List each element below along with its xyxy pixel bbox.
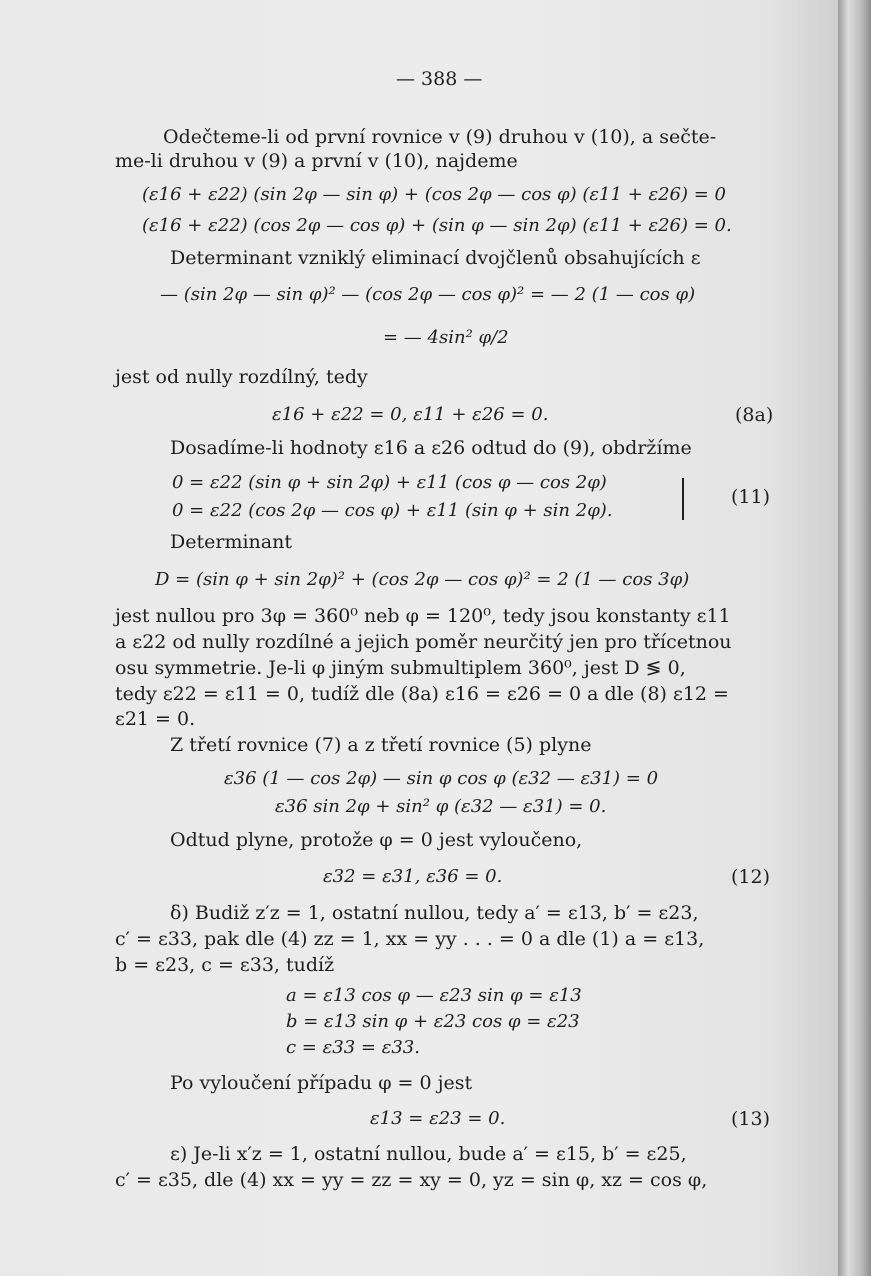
equation-5: ε16 + ε22 = 0, ε11 + ε26 = 0. (272, 404, 549, 425)
text-line-10: tedy ε22 = ε11 = 0, tudíž dle (8a) ε16 = ε26 = 0 a dle (8) ε12 = (115, 683, 729, 705)
text-line-6: Determinant (170, 531, 292, 553)
text-line-15: c′ = ε33, pak dle (4) zz = 1, xx = yy . . . = 0 a dle (1) a = ε13, (115, 928, 705, 950)
equation-9: ε36 (1 — cos 2φ) — sin φ cos φ (ε32 — ε31) = 0 (224, 768, 659, 789)
page-edge (838, 0, 871, 1276)
text-line-4: jest od nully rozdílný, tedy (115, 366, 368, 388)
equation-15: ε13 = ε23 = 0. (370, 1108, 506, 1129)
equation-12: a = ε13 cos φ — ε23 sin φ = ε13 (286, 985, 582, 1006)
equation-number-13: (13) (731, 1108, 771, 1130)
equation-6: 0 = ε22 (sin φ + sin 2φ) + ε11 (cos φ — cos 2φ) (172, 472, 607, 493)
text-line-9: osu symmetrie. Je-li φ jiným submultiplem 360⁰, jest D ≶ 0, (115, 657, 686, 679)
text-line-13: Odtud plyne, protože φ = 0 jest vyloučeno, (170, 829, 583, 851)
text-line-14: δ) Budiž z′z = 1, ostatní nullou, tedy a′ = ε13, b′ = ε23, (170, 902, 699, 924)
text-line-5: Dosadíme-li hodnoty ε16 a ε26 odtud do (9), obdržíme (170, 437, 692, 459)
text-line-16: b = ε23, c = ε33, tudíž (115, 954, 335, 976)
equation-number-8a: (8a) (735, 404, 774, 426)
equation-10: ε36 sin 2φ + sin² φ (ε32 — ε31) = 0. (275, 796, 607, 817)
text-line-12: Z třetí rovnice (7) a z třetí rovnice (5) plyne (170, 734, 592, 756)
equation-13: b = ε13 sin φ + ε23 cos φ = ε23 (286, 1011, 580, 1032)
equation-number-11: (11) (731, 486, 771, 508)
text-line-19: c′ = ε35, dle (4) xx = yy = zz = xy = 0, yz = sin φ, xz = cos φ, (115, 1169, 708, 1191)
equation-4: = — 4sin² φ/2 (383, 327, 509, 348)
equation-1: (ε16 + ε22) (sin 2φ — sin φ) + (cos 2φ — cos φ) (ε11 + ε26) = 0 (142, 184, 727, 205)
text-line-3: Determinant vzniklý eliminací dvojčlenů obsahujících ε (170, 247, 701, 269)
page-number: — 388 — (396, 68, 483, 90)
text-line-2: me-li druhou v (9) a první v (10), najdeme (115, 150, 518, 172)
equation-11: ε32 = ε31, ε36 = 0. (323, 866, 503, 887)
text-line-1: Odečteme-li od první rovnice v (9) druhou v (10), a sečte- (163, 126, 717, 148)
equation-14: c = ε33 = ε33. (286, 1037, 420, 1058)
equation-2: (ε16 + ε22) (cos 2φ — cos φ) + (sin φ — sin 2φ) (ε11 + ε26) = 0. (142, 215, 732, 236)
equation-brace (678, 478, 684, 520)
equation-8: D = (sin φ + sin 2φ)² + (cos 2φ — cos φ)² = 2 (1 — cos 3φ) (155, 569, 690, 590)
text-line-11: ε21 = 0. (115, 708, 196, 730)
equation-7: 0 = ε22 (cos 2φ — cos φ) + ε11 (sin φ + sin 2φ). (172, 500, 613, 521)
equation-number-12: (12) (731, 866, 771, 888)
text-line-17: Po vyloučení případu φ = 0 jest (170, 1072, 473, 1094)
text-line-18: ε) Je-li x′z = 1, ostatní nullou, bude a′ = ε15, b′ = ε25, (170, 1143, 687, 1165)
equation-3: — (sin 2φ — sin φ)² — (cos 2φ — cos φ)² = — 2 (1 — cos φ) (160, 284, 696, 305)
text-line-8: a ε22 od nully rozdílné a jejich poměr neurčitý jen pro třícetnou (115, 631, 732, 653)
text-line-7: jest nullou pro 3φ = 360⁰ neb φ = 120⁰, tedy jsou konstanty ε11 (115, 605, 731, 627)
